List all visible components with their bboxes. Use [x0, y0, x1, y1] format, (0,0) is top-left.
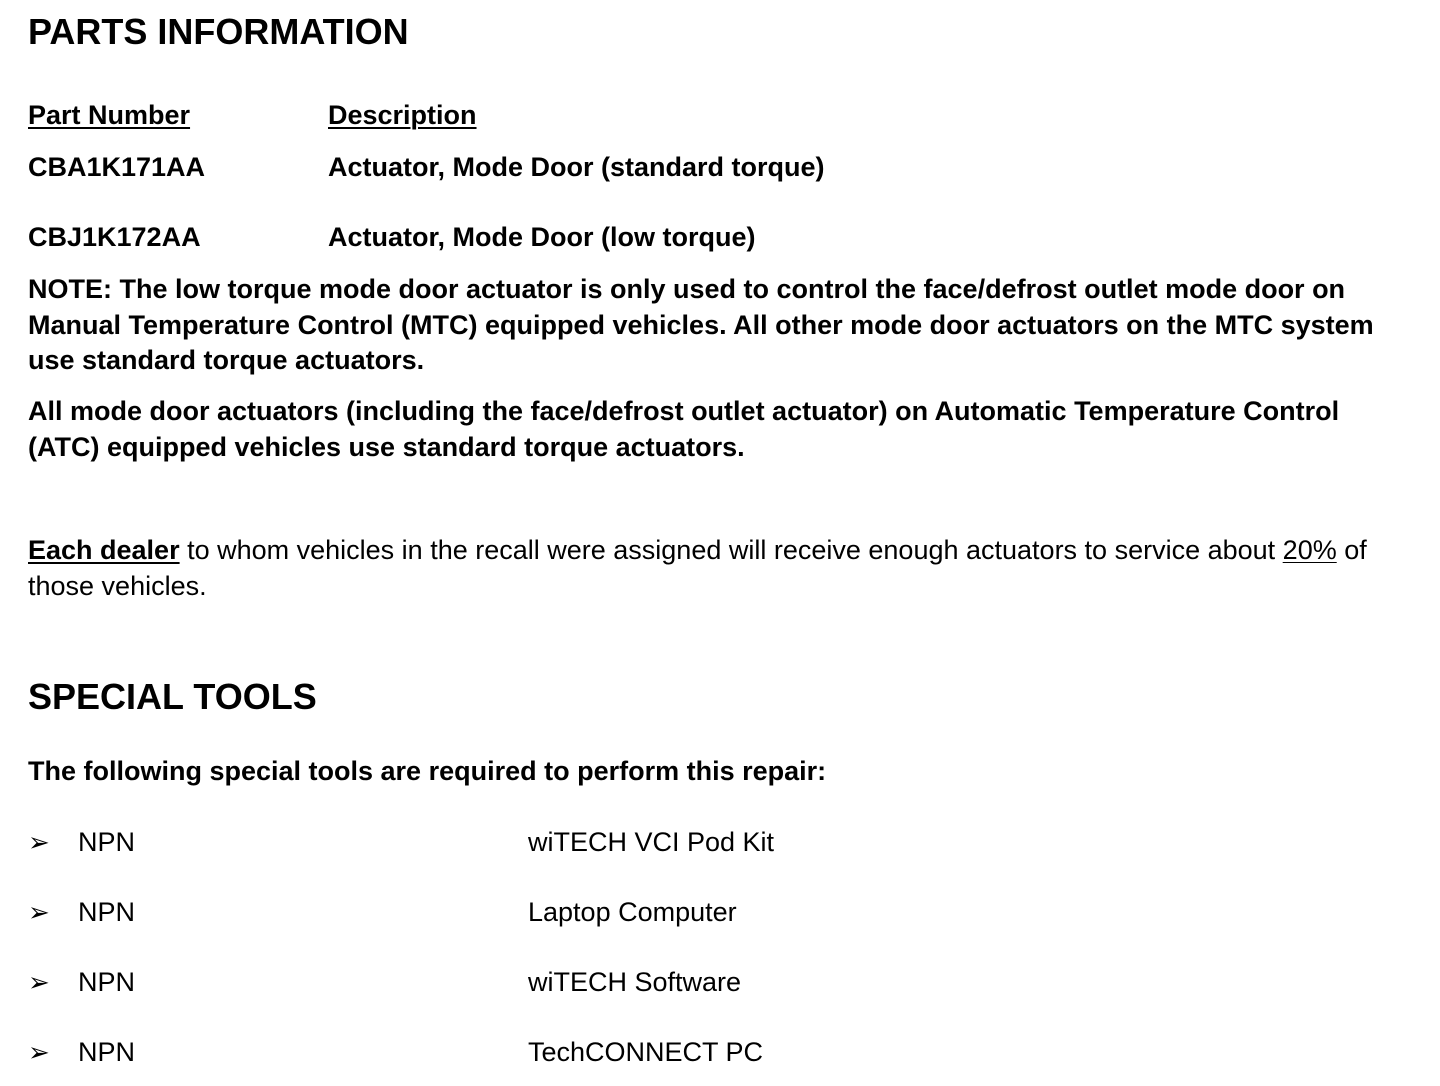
arrow-bullet-icon: ➢ — [28, 827, 50, 857]
tools-heading: SPECIAL TOOLS — [28, 676, 317, 717]
tool-name-3: wiTECH Software — [528, 967, 742, 997]
parts-heading: PARTS INFORMATION — [28, 11, 409, 52]
atc-note: All mode door actuators (including the face/defrost outlet actuator) on Automatic Temperature Control (ATC) equipped vehicles use standard torque actuators. — [28, 396, 1340, 462]
tools-intro: The following special tools are required to perform this repair: — [28, 756, 827, 786]
tool-number-1: NPN — [78, 827, 136, 857]
dealer-paragraph — [28, 533, 1418, 604]
part-number-1: CBA1K171AA — [28, 152, 206, 182]
tool-name-4: TechCONNECT PC — [528, 1037, 764, 1067]
part-description-2: Actuator, Mode Door (low torque) — [328, 222, 756, 252]
tool-number-2: NPN — [78, 897, 136, 927]
dealer-lead: Each dealer — [28, 535, 180, 565]
mtc-note: NOTE: The low torque mode door actuator is only used to control the face/defrost outlet mode door on Manual Temperature Control (MTC) equipped vehicles. All other mode door actuators on the MTC system use standard torque actuators. — [28, 274, 1374, 375]
column-header-part-number: Part Number — [28, 100, 191, 130]
dealer-percent: 20% — [1282, 535, 1337, 565]
dealer-text-1: to whom vehicles in the recall were assigned will receive enough actuators to service about — [179, 535, 1283, 565]
part-description-1: Actuator, Mode Door (standard torque) — [328, 152, 825, 182]
arrow-bullet-icon: ➢ — [28, 897, 50, 927]
tool-number-3: NPN — [78, 967, 136, 997]
column-header-description: Description — [328, 100, 477, 130]
tool-name-2: Laptop Computer — [528, 897, 737, 927]
tool-number-4: NPN — [78, 1037, 136, 1067]
arrow-bullet-icon: ➢ — [28, 1037, 50, 1067]
dealer-text-2: of those vehicles. — [28, 535, 1367, 601]
tool-name-1: wiTECH VCI Pod Kit — [528, 827, 775, 857]
part-number-2: CBJ1K172AA — [28, 222, 201, 252]
arrow-bullet-icon: ➢ — [28, 967, 50, 997]
